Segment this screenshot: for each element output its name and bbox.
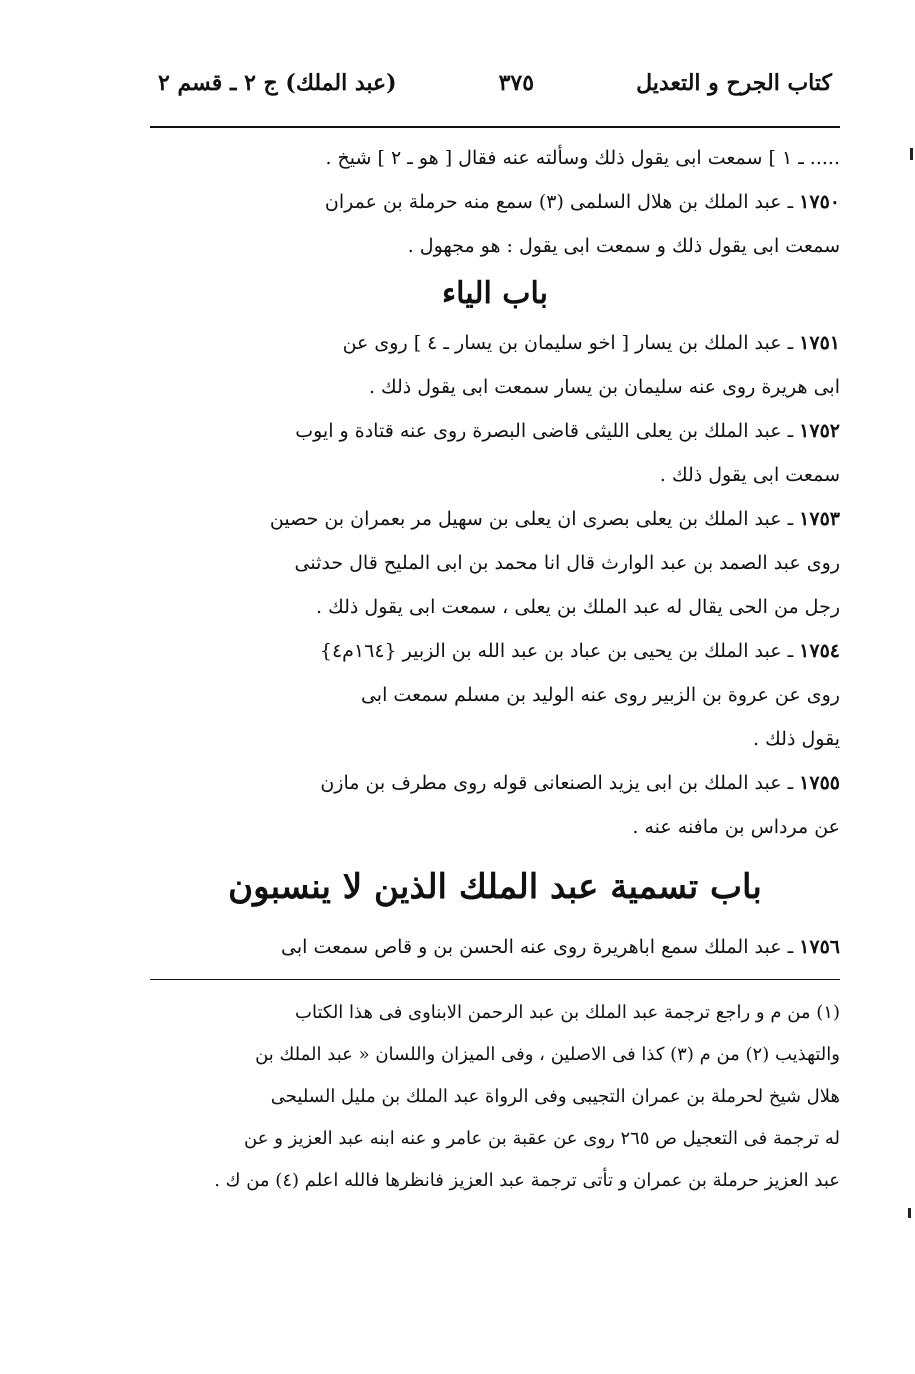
entry-1756: [150, 925, 840, 969]
entry-text: ـ عبد الملك سمع اباهريرة روى عنه الحسن بن و قاص سمعت ابى: [281, 936, 794, 958]
text-line: [150, 321, 840, 365]
text-line: [150, 180, 840, 224]
entry-number: ١٧٥٤: [799, 640, 840, 662]
entry-number: ١٧٥٢: [799, 420, 840, 442]
footnote-line: عبد العزيز حرملة بن عمران و تأتى ترجمة عبد العزيز فانظرها فالله اعلم (٤) من ك .: [214, 1170, 840, 1191]
section-heading-tasmiya: باب تسمية عبد الملك الذين لا ينسبون: [228, 867, 762, 907]
text-line: سمعت ابى يقول ذلك و سمعت ابى يقول : هو مجهول .: [407, 235, 840, 257]
footnote-line: والتهذيب (٢) من م (٣) كذا فى الاصلين ، وفى الميزان واللسان « عبد الملك بن: [255, 1044, 840, 1065]
text-line: [150, 925, 840, 969]
entry-number: ١٧٥٠: [799, 191, 840, 213]
entry-text: ـ عبد الملك بن يحيى بن عباد بن عبد الله بن الزبير {١٦٤م٤}: [319, 640, 794, 662]
text-line: رجل من الحى يقال له عبد الملك بن يعلى ، سمعت ابى يقول ذلك .: [316, 596, 840, 618]
entry-1753: [150, 497, 840, 629]
footnotes: [150, 992, 840, 1202]
entry-text: ـ عبد الملك بن يعلى بصرى ان يعلى بن سهيل مر بعمران بن حصين: [269, 508, 794, 530]
entry-number: ١٧٥٦: [799, 936, 840, 958]
text-line: روى عن عروة بن الزبير روى عنه الوليد بن مسلم سمعت ابى: [360, 684, 840, 706]
footnote-line: له ترجمة فى التعجيل ص ٢٦٥ روى عن عقبة بن عامر و عنه ابنه عبد العزيز و عن: [244, 1128, 840, 1149]
text-line: ابى هريرة روى عنه سليمان بن يسار سمعت ابى يقول ذلك .: [368, 376, 840, 398]
book-title: كتاب الجرح و التعديل: [636, 70, 832, 96]
book-page: [150, 70, 840, 1202]
page-header: [150, 70, 840, 120]
text-line: روى عبد الصمد بن عبد الوارث قال انا محمد بن ابى المليح قال حدثنى: [294, 552, 840, 574]
section-label: (عبد الملك) ج ٢ ـ قسم ٢: [158, 70, 397, 96]
entry-text: ـ عبد الملك بن يسار [ اخو سليمان بن يسار ـ ٤ ] روى عن: [342, 332, 794, 354]
text-line: سمعت ابى يقول ذلك .: [659, 464, 840, 486]
text-line: عن مرداس بن مافنه عنه .: [632, 816, 840, 838]
text-line: ..... ـ ١ ] سمعت ابى يقول ذلك وسألته عنه فقال [ هو ـ ٢ ] شيخ .: [325, 147, 840, 169]
text-line: يقول ذلك .: [753, 728, 840, 750]
entry-1754: [150, 629, 840, 761]
entry-number: ١٧٥٣: [799, 508, 840, 530]
scan-speck: [908, 1208, 911, 1218]
footnote-line: هلال شيخ لحرملة بن عمران التجيبى وفى الرواة عبد الملك بن مليل السليحى: [270, 1086, 840, 1107]
entry-text: ـ عبد الملك بن يعلى الليثى قاضى البصرة روى عنه قتادة و ايوب: [295, 420, 794, 442]
entry-number: ١٧٥١: [799, 332, 840, 354]
entry-1752: [150, 409, 840, 497]
page-number: ٣٧٥: [498, 70, 535, 96]
entry-text: ـ عبد الملك بن ابى يزيد الصنعانى قوله روى مطرف بن مازن: [320, 772, 794, 794]
entry-1750: [150, 180, 840, 268]
text-line: [150, 629, 840, 673]
text-line: [150, 497, 840, 541]
text-line: [150, 761, 840, 805]
footnote-line: (١) من م و راجع ترجمة عبد الملك بن عبد الرحمن الابناوى فى هذا الكتاب: [295, 1002, 840, 1023]
entry-number: ١٧٥٥: [799, 772, 840, 794]
text-line: [150, 409, 840, 453]
section-heading-ya: باب الياء: [442, 276, 548, 311]
entry-text: ـ عبد الملك بن هلال السلمى (٣) سمع منه حرملة بن عمران: [324, 191, 794, 213]
entry-1751: [150, 321, 840, 409]
scan-speck: [910, 148, 913, 160]
header-rule: [150, 126, 840, 128]
footnote-rule: [150, 979, 840, 980]
entry-1755: [150, 761, 840, 849]
